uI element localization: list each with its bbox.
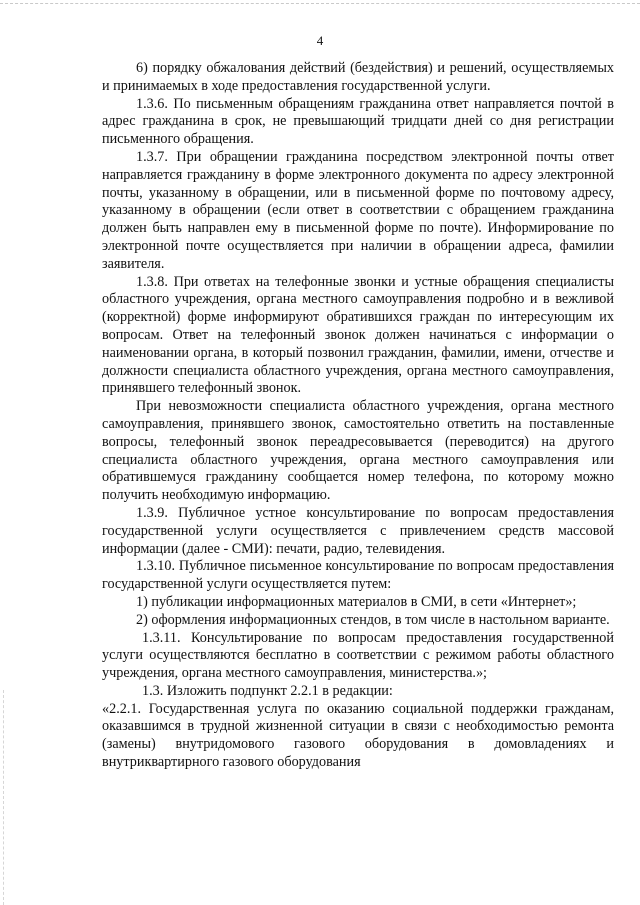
paragraph-1-3-8: 1.3.8. При ответах на телефонные звонки и устные обращения специалисты областного учреждения, органа местного самоуправления подробно и в вежливой (корректной) форме информируют обратившихся граждан по интересующим их вопросам. Ответ на телефонный звонок должен начинаться с информации о наименовании органа, в который позвонил гражданин, фамилии, имени, отчестве и должности специалиста областного учреждения, органа местного самоуправления, принявшего телефонный звонок.: [102, 273, 614, 397]
paragraph-2-2-1: «2.2.1. Государственная услуга по оказанию социальной поддержки гражданам, оказавшимся в трудной жизненной ситуации в связи с необходимостью ремонта (замены) внутридомового газового оборудования в домовладениях и внутриквартирного газового оборудования: [102, 700, 614, 771]
document-body: [102, 60, 614, 772]
paragraph-list-item-1: 1) публикации информационных материалов в СМИ, в сети «Интернет»;: [136, 593, 577, 610]
paragraph-1-3-10: 1.3.10. Публичное письменное консультирование по вопросам предоставления государственной услуги осуществляется путем:: [102, 558, 614, 593]
scan-edge-top: [0, 3, 640, 4]
paragraph-1-3-7: 1.3.7. При обращении гражданина посредством электронной почты ответ направляется гражданину в форме электронного документа по адресу электронной почты, указанному в обращении, или в письменной форме по почтовому адресу, указанному в обращении (если ответ в соответствии с обращением гражданина должен быть направлен ему в письменной форме по почте). Информирование по электронной почте осуществляется при наличии в обращении адреса, фамилии заявителя.: [102, 148, 614, 272]
scan-edge-left: [3, 690, 4, 905]
paragraph-call-redirect: При невозможности специалиста областного учреждения, органа местного самоуправления, принявшего звонок, самостоятельно ответить на поставленные вопросы, телефонный звонок переадресовывается (переводится) на другого специалиста областного учреждения, органа местного самоуправления или обратившемуся гражданину сообщается номер телефона, по которому можно получить необходимую информацию.: [102, 398, 614, 504]
paragraph-list-item-6: 6) порядку обжалования действий (бездействия) и решений, осуществляемых и принимаемых в ходе предоставления государственной услуги.: [102, 60, 614, 94]
paragraph-1-3-11: 1.3.11. Консультирование по вопросам предоставления государственной услуги осуществляются бесплатно в соответствии с режимом работы областного учреждения, органа местного самоуправления, министерства.»;: [102, 629, 614, 682]
paragraph-amendment-1-3: 1.3. Изложить подпункт 2.2.1 в редакции:: [142, 682, 393, 699]
page-number: 4: [316, 33, 324, 48]
paragraph-1-3-9: 1.3.9. Публичное устное консультирование по вопросам предоставления государственной услуги осуществляется с привлечением средств массовой информации (далее - СМИ): печати, радио, телевидения.: [102, 504, 614, 557]
paragraph-1-3-6: 1.3.6. По письменным обращениям гражданина ответ направляется почтой в адрес гражданина в срок, не превышающий тридцати дней со дня регистрации письменного обращения.: [102, 95, 614, 148]
paragraph-list-item-2: 2) оформления информационных стендов, в том числе в настольном варианте.: [136, 611, 610, 628]
